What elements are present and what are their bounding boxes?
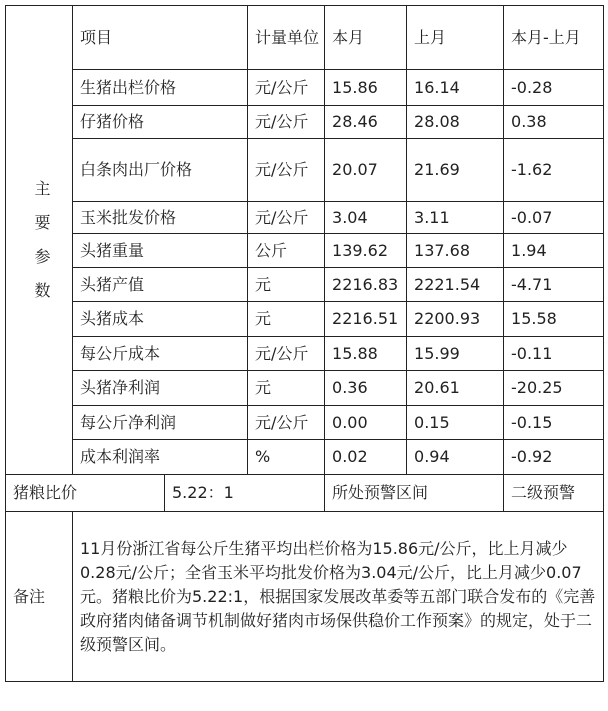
pig-price-table [5, 5, 604, 682]
cell-item: 玉米批发价格 [73, 202, 248, 234]
cell-this-month: 3.04 [325, 202, 407, 234]
cell-unit: 元/公斤 [248, 202, 325, 234]
ratio-value: 5.22：1 [165, 475, 325, 512]
side-label-char: 数 [34, 281, 51, 300]
cell-diff: 1.94 [504, 234, 604, 268]
cell-diff: -4.71 [504, 268, 604, 302]
cell-diff: 15.58 [504, 302, 604, 337]
table-row [6, 406, 604, 440]
cell-item: 头猪产值 [73, 268, 248, 302]
cell-last-month: 15.99 [407, 337, 504, 371]
header-row [6, 6, 604, 70]
cell-this-month: 0.02 [325, 440, 407, 475]
note-text: 11月份浙江省每公斤生猪平均出栏价格为15.86元/公斤，比上月减少0.28元/公斤；全省玉米平均批发价格为3.04元/公斤，比上月减少0.07元。猪粮比价为5.22:1，根据国家发展改革委等五部门联合发布的《完善政府猪肉储备调节机制做好猪肉市场保供稳价工作预案》的规定，处于二级预警区间。 [73, 512, 604, 682]
table-row [6, 234, 604, 268]
header-last-month: 上月 [407, 6, 504, 70]
cell-item: 每公斤成本 [73, 337, 248, 371]
cell-unit: 元/公斤 [248, 406, 325, 440]
cell-this-month: 28.46 [325, 106, 407, 139]
table-row [6, 70, 604, 106]
cell-last-month: 0.94 [407, 440, 504, 475]
note-row [6, 512, 604, 682]
header-item: 项目 [73, 6, 248, 70]
cell-item: 每公斤净利润 [73, 406, 248, 440]
table-row [6, 302, 604, 337]
table-row [6, 139, 604, 202]
cell-unit: 公斤 [248, 234, 325, 268]
cell-last-month: 21.69 [407, 139, 504, 202]
cell-item: 头猪重量 [73, 234, 248, 268]
note-label: 备注 [6, 512, 73, 682]
cell-item: 成本利润率 [73, 440, 248, 475]
cell-diff: -20.25 [504, 371, 604, 406]
cell-unit: 元/公斤 [248, 70, 325, 106]
cell-unit: 元 [248, 371, 325, 406]
cell-unit: 元 [248, 268, 325, 302]
cell-this-month: 0.00 [325, 406, 407, 440]
cell-unit: 元/公斤 [248, 106, 325, 139]
zone-value: 二级预警 [504, 475, 604, 512]
cell-unit: 元/公斤 [248, 139, 325, 202]
cell-item: 仔猪价格 [73, 106, 248, 139]
cell-this-month: 20.07 [325, 139, 407, 202]
cell-last-month: 0.15 [407, 406, 504, 440]
side-label-char: 主 [34, 179, 51, 198]
cell-this-month: 139.62 [325, 234, 407, 268]
side-label-char: 要 [34, 213, 51, 232]
header-this-month: 本月 [325, 6, 407, 70]
table-row [6, 440, 604, 475]
cell-this-month: 0.36 [325, 371, 407, 406]
cell-last-month: 20.61 [407, 371, 504, 406]
header-unit: 计量单位 [248, 6, 325, 70]
ratio-row [6, 475, 604, 512]
cell-last-month: 3.11 [407, 202, 504, 234]
ratio-label: 猪粮比价 [6, 475, 165, 512]
cell-last-month: 28.08 [407, 106, 504, 139]
cell-last-month: 2221.54 [407, 268, 504, 302]
cell-last-month: 16.14 [407, 70, 504, 106]
cell-diff: -0.07 [504, 202, 604, 234]
table-row [6, 202, 604, 234]
cell-unit: % [248, 440, 325, 475]
table-row [6, 337, 604, 371]
cell-this-month: 2216.51 [325, 302, 407, 337]
table-row [6, 106, 604, 139]
cell-diff: -0.28 [504, 70, 604, 106]
table-row [6, 371, 604, 406]
cell-this-month: 15.88 [325, 337, 407, 371]
cell-diff: 0.38 [504, 106, 604, 139]
cell-unit: 元 [248, 302, 325, 337]
side-label-char: 参 [34, 247, 51, 266]
cell-this-month: 2216.83 [325, 268, 407, 302]
cell-this-month: 15.86 [325, 70, 407, 106]
cell-item: 生猪出栏价格 [73, 70, 248, 106]
zone-label: 所处预警区间 [325, 475, 504, 512]
cell-unit: 元/公斤 [248, 337, 325, 371]
header-diff: 本月-上月 [504, 6, 604, 70]
cell-item: 头猪成本 [73, 302, 248, 337]
cell-item: 白条肉出厂价格 [73, 139, 248, 202]
cell-diff: -0.15 [504, 406, 604, 440]
side-label [6, 6, 73, 475]
cell-item: 头猪净利润 [73, 371, 248, 406]
cell-diff: -1.62 [504, 139, 604, 202]
table-row [6, 268, 604, 302]
cell-diff: -0.11 [504, 337, 604, 371]
cell-last-month: 137.68 [407, 234, 504, 268]
cell-diff: -0.92 [504, 440, 604, 475]
cell-last-month: 2200.93 [407, 302, 504, 337]
